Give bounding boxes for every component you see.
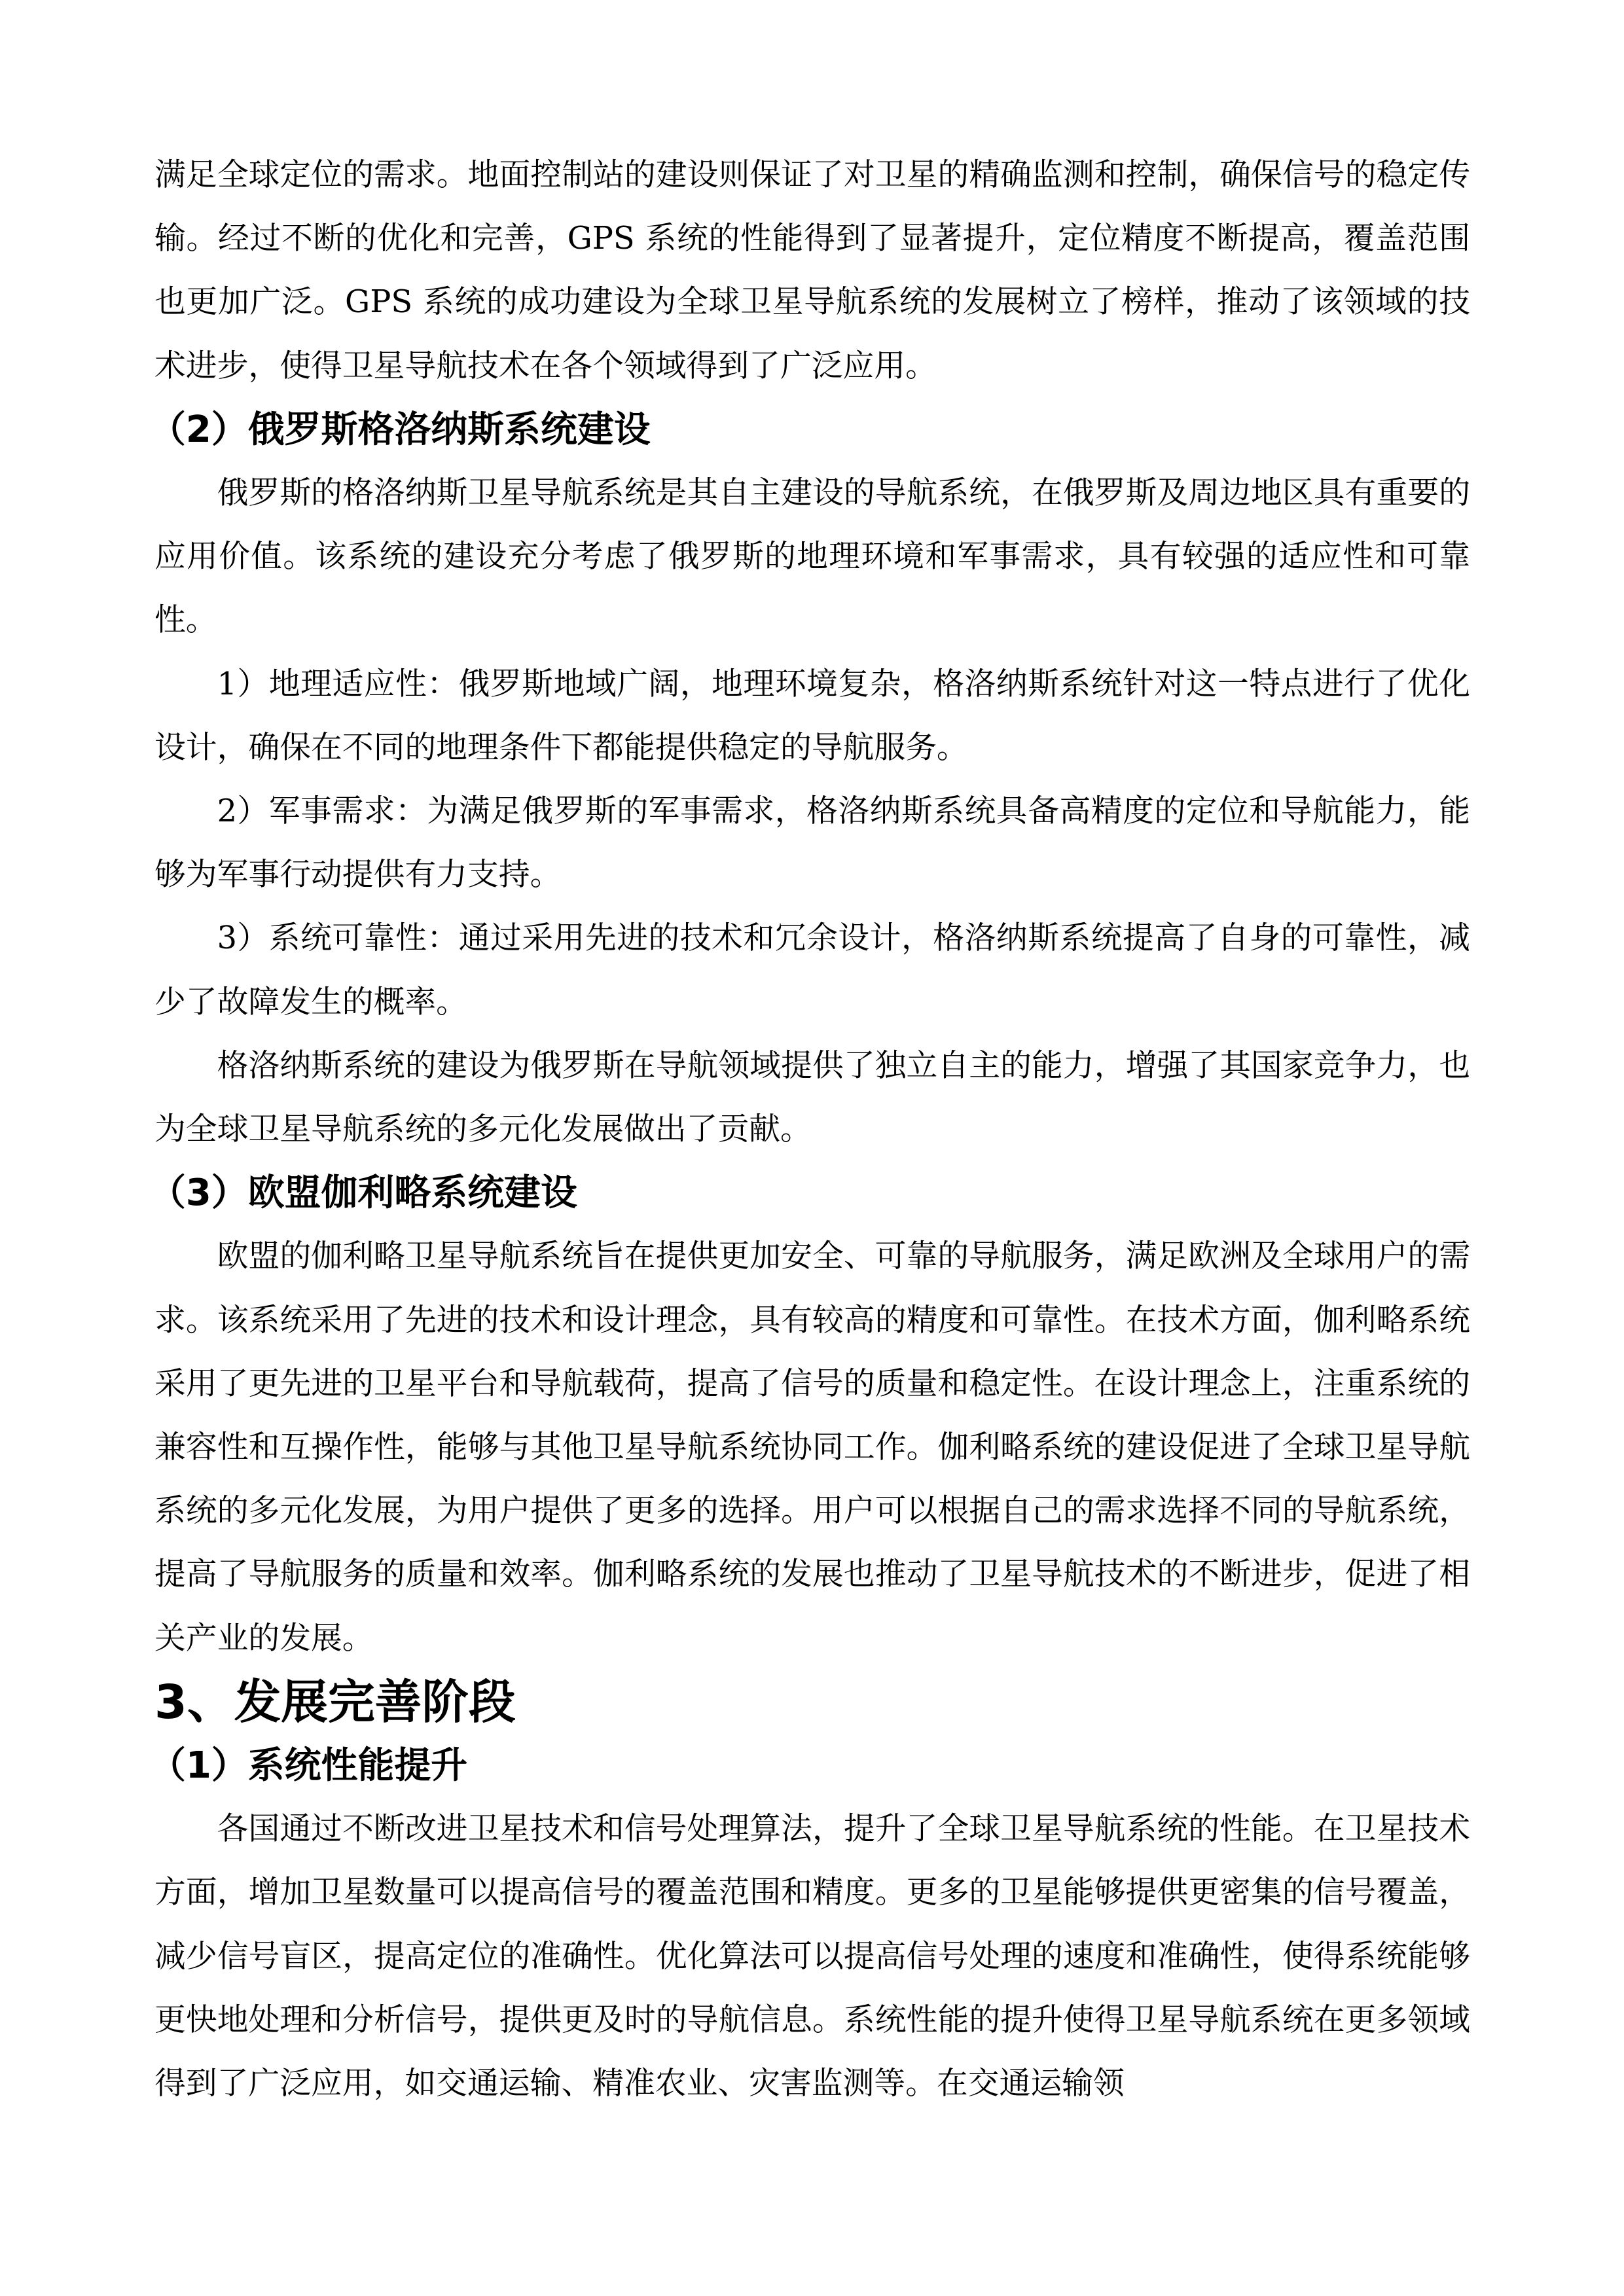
- heading-galileo: （3）欧盟伽利略系统建设: [149, 1172, 577, 1215]
- heading-performance: （1）系统性能提升: [149, 1744, 468, 1787]
- heading-section-3: 3、发展完善阶段: [154, 1674, 516, 1729]
- heading-glonass: （2）俄罗斯格洛纳斯系统建设: [149, 408, 651, 451]
- paragraph-gps-continuation: 满足全球定位的需求。地面控制站的建设则保证了对卫星的精确监测和控制，确保信号的稳定传输。经过不断的优化和完善，GPS 系统的性能得到了显著提升，定位精度不断提高，覆盖范围也更加广泛。GPS 系统的成功建设为全球卫星导航系统的发展树立了榜样，推动了该领域的技术进步，使得卫星导航技术在各个领域得到了广泛应用。: [154, 157, 1470, 384]
- paragraph-glonass-intro: 俄罗斯的格洛纳斯卫星导航系统是其自主建设的导航系统，在俄罗斯及周边地区具有重要的应用价值。该系统的建设充分考虑了俄罗斯的地理环境和军事需求，具有较强的适应性和可靠性。: [154, 475, 1470, 639]
- paragraph-glonass-geography: 1）地理适应性：俄罗斯地域广阔，地理环境复杂，格洛纳斯系统针对这一特点进行了优化设计，确保在不同的地理条件下都能提供稳定的导航服务。: [154, 666, 1470, 766]
- paragraph-glonass-summary: 格洛纳斯系统的建设为俄罗斯在导航领域提供了独立自主的能力，增强了其国家竞争力，也为全球卫星导航系统的多元化发展做出了贡献。: [154, 1047, 1470, 1148]
- paragraph-glonass-military: 2）军事需求：为满足俄罗斯的军事需求，格洛纳斯系统具备高精度的定位和导航能力，能够为军事行动提供有力支持。: [154, 793, 1470, 893]
- paragraph-performance: 各国通过不断改进卫星技术和信号处理算法，提升了全球卫星导航系统的性能。在卫星技术方面，增加卫星数量可以提高信号的覆盖范围和精度。更多的卫星能够提供更密集的信号覆盖，减少信号盲区，提高定位的准确性。优化算法可以提高信号处理的速度和准确性，使得系统能够更快地处理和分析信号，提供更及时的导航信息。系统性能的提升使得卫星导航系统在更多领域得到了广泛应用，如交通运输、精准农业、灾害监测等。在交通运输领: [154, 1811, 1470, 2102]
- document-page: [149, 143, 1470, 2115]
- paragraph-galileo: 欧盟的伽利略卫星导航系统旨在提供更加安全、可靠的导航服务，满足欧洲及全球用户的需求。该系统采用了先进的技术和设计理念，具有较高的精度和可靠性。在技术方面，伽利略系统采用了更先进的卫星平台和导航载荷，提高了信号的质量和稳定性。在设计理念上，注重系统的兼容性和互操作性，能够与其他卫星导航系统协同工作。伽利略系统的建设促进了全球卫星导航系统的多元化发展，为用户提供了更多的选择。用户可以根据自己的需求选择不同的导航系统，提高了导航服务的质量和效率。伽利略系统的发展也推动了卫星导航技术的不断进步，促进了相关产业的发展。: [154, 1238, 1470, 1657]
- paragraph-glonass-reliability: 3）系统可靠性：通过采用先进的技术和冗余设计，格洛纳斯系统提高了自身的可靠性，减少了故障发生的概率。: [154, 920, 1470, 1020]
